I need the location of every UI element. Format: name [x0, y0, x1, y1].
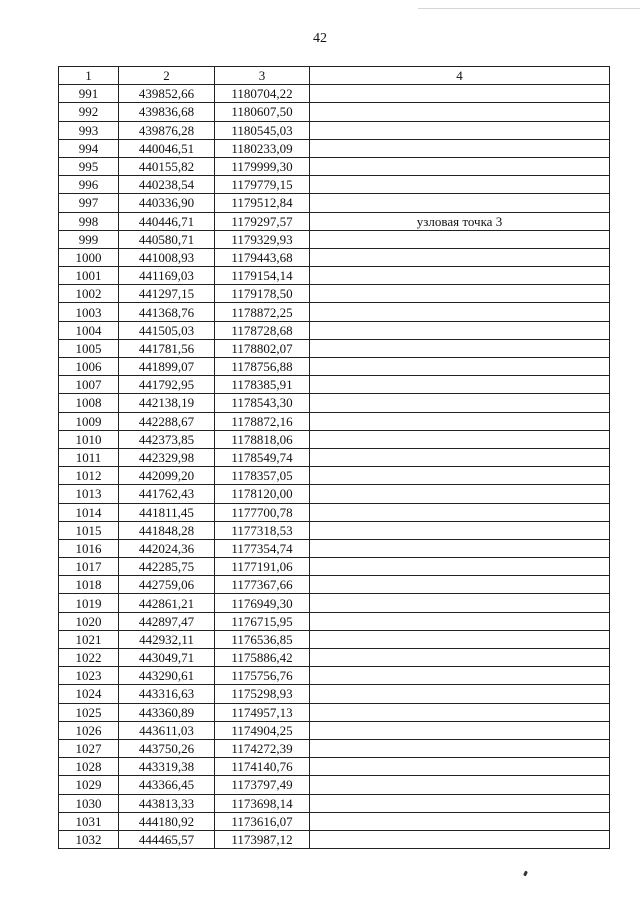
- table-row: [59, 830, 610, 848]
- table-row: [59, 503, 610, 521]
- table-row: [59, 467, 610, 485]
- point-number-cell: 992: [59, 103, 119, 121]
- note-cell: [310, 794, 610, 812]
- y-coordinate-cell: 1174140,76: [215, 758, 310, 776]
- note-cell: [310, 521, 610, 539]
- table-row: [59, 230, 610, 248]
- table-row: [59, 248, 610, 266]
- x-coordinate-cell: 443316,63: [119, 685, 215, 703]
- header-col-2: 2: [119, 67, 215, 85]
- y-coordinate-cell: 1179999,30: [215, 157, 310, 175]
- x-coordinate-cell: 444180,92: [119, 812, 215, 830]
- point-number-cell: 1018: [59, 576, 119, 594]
- x-coordinate-cell: 444465,57: [119, 830, 215, 848]
- y-coordinate-cell: 1180545,03: [215, 121, 310, 139]
- note-cell: [310, 558, 610, 576]
- table-row: [59, 285, 610, 303]
- y-coordinate-cell: 1179779,15: [215, 176, 310, 194]
- y-coordinate-cell: 1179329,93: [215, 230, 310, 248]
- note-cell: [310, 339, 610, 357]
- x-coordinate-cell: 441811,45: [119, 503, 215, 521]
- point-number-cell: 998: [59, 212, 119, 230]
- coordinates-table: [58, 66, 610, 849]
- y-coordinate-cell: 1178543,30: [215, 394, 310, 412]
- y-coordinate-cell: 1174957,13: [215, 703, 310, 721]
- note-cell: [310, 285, 610, 303]
- x-coordinate-cell: 442373,85: [119, 430, 215, 448]
- table-row: [59, 157, 610, 175]
- y-coordinate-cell: 1176949,30: [215, 594, 310, 612]
- y-coordinate-cell: 1179512,84: [215, 194, 310, 212]
- x-coordinate-cell: 441792,95: [119, 376, 215, 394]
- table-row: [59, 812, 610, 830]
- point-number-cell: 1012: [59, 467, 119, 485]
- table-row: [59, 176, 610, 194]
- x-coordinate-cell: 440580,71: [119, 230, 215, 248]
- x-coordinate-cell: 442329,98: [119, 448, 215, 466]
- note-cell: [310, 321, 610, 339]
- x-coordinate-cell: 443750,26: [119, 739, 215, 757]
- point-number-cell: 1009: [59, 412, 119, 430]
- note-cell: [310, 685, 610, 703]
- table-row: [59, 121, 610, 139]
- point-number-cell: 1008: [59, 394, 119, 412]
- header-col-3: 3: [215, 67, 310, 85]
- note-cell: [310, 703, 610, 721]
- point-number-cell: 1025: [59, 703, 119, 721]
- note-cell: [310, 830, 610, 848]
- x-coordinate-cell: 440238,54: [119, 176, 215, 194]
- note-cell: [310, 467, 610, 485]
- x-coordinate-cell: 443360,89: [119, 703, 215, 721]
- point-number-cell: 994: [59, 139, 119, 157]
- point-number-cell: 1006: [59, 358, 119, 376]
- x-coordinate-cell: 443319,38: [119, 758, 215, 776]
- point-number-cell: 1029: [59, 776, 119, 794]
- note-cell: [310, 448, 610, 466]
- y-coordinate-cell: 1177700,78: [215, 503, 310, 521]
- x-coordinate-cell: 441781,56: [119, 339, 215, 357]
- table-row: [59, 685, 610, 703]
- y-coordinate-cell: 1173797,49: [215, 776, 310, 794]
- point-number-cell: 993: [59, 121, 119, 139]
- note-cell: [310, 157, 610, 175]
- note-cell: [310, 139, 610, 157]
- point-number-cell: 999: [59, 230, 119, 248]
- x-coordinate-cell: 441848,28: [119, 521, 215, 539]
- point-number-cell: 1030: [59, 794, 119, 812]
- table-row: [59, 358, 610, 376]
- point-number-cell: 1013: [59, 485, 119, 503]
- point-number-cell: 1002: [59, 285, 119, 303]
- y-coordinate-cell: 1180233,09: [215, 139, 310, 157]
- point-number-cell: 1024: [59, 685, 119, 703]
- scan-speck: [523, 871, 528, 877]
- point-number-cell: 1020: [59, 612, 119, 630]
- y-coordinate-cell: 1180607,50: [215, 103, 310, 121]
- y-coordinate-cell: 1178802,07: [215, 339, 310, 357]
- table-row: [59, 394, 610, 412]
- y-coordinate-cell: 1178872,25: [215, 303, 310, 321]
- table-row: [59, 612, 610, 630]
- note-cell: [310, 594, 610, 612]
- table-row: [59, 194, 610, 212]
- note-cell: [310, 267, 610, 285]
- note-cell: [310, 85, 610, 103]
- x-coordinate-cell: 443049,71: [119, 649, 215, 667]
- header-col-1: 1: [59, 67, 119, 85]
- y-coordinate-cell: 1178549,74: [215, 448, 310, 466]
- note-cell: [310, 430, 610, 448]
- table-row: [59, 721, 610, 739]
- point-number-cell: 1007: [59, 376, 119, 394]
- point-number-cell: 1000: [59, 248, 119, 266]
- table-row: [59, 794, 610, 812]
- point-number-cell: 1021: [59, 630, 119, 648]
- note-cell: [310, 248, 610, 266]
- table-row: [59, 339, 610, 357]
- note-cell: [310, 649, 610, 667]
- note-cell: [310, 376, 610, 394]
- note-cell: [310, 194, 610, 212]
- point-number-cell: 991: [59, 85, 119, 103]
- point-number-cell: 1022: [59, 649, 119, 667]
- note-cell: [310, 667, 610, 685]
- note-cell: [310, 721, 610, 739]
- point-number-cell: 1026: [59, 721, 119, 739]
- x-coordinate-cell: 442288,67: [119, 412, 215, 430]
- table-row: [59, 485, 610, 503]
- table-row: [59, 521, 610, 539]
- table-row: [59, 539, 610, 557]
- note-cell: [310, 412, 610, 430]
- note-cell: [310, 758, 610, 776]
- x-coordinate-cell: 442759,06: [119, 576, 215, 594]
- y-coordinate-cell: 1174904,25: [215, 721, 310, 739]
- y-coordinate-cell: 1179297,57: [215, 212, 310, 230]
- y-coordinate-cell: 1176536,85: [215, 630, 310, 648]
- y-coordinate-cell: 1173987,12: [215, 830, 310, 848]
- table-row: [59, 703, 610, 721]
- table-row: [59, 576, 610, 594]
- note-cell: [310, 630, 610, 648]
- note-cell: [310, 303, 610, 321]
- point-number-cell: 1031: [59, 812, 119, 830]
- y-coordinate-cell: 1178818,06: [215, 430, 310, 448]
- table-row: [59, 630, 610, 648]
- y-coordinate-cell: 1178872,16: [215, 412, 310, 430]
- note-cell: [310, 612, 610, 630]
- x-coordinate-cell: 441169,03: [119, 267, 215, 285]
- y-coordinate-cell: 1180704,22: [215, 85, 310, 103]
- table-row: [59, 448, 610, 466]
- note-cell: узловая точка 3: [310, 212, 610, 230]
- y-coordinate-cell: 1177318,53: [215, 521, 310, 539]
- note-cell: [310, 485, 610, 503]
- table-row: [59, 412, 610, 430]
- y-coordinate-cell: 1177354,74: [215, 539, 310, 557]
- x-coordinate-cell: 441008,93: [119, 248, 215, 266]
- table-row: [59, 739, 610, 757]
- table-row: [59, 758, 610, 776]
- y-coordinate-cell: 1175886,42: [215, 649, 310, 667]
- x-coordinate-cell: 440446,71: [119, 212, 215, 230]
- y-coordinate-cell: 1179178,50: [215, 285, 310, 303]
- note-cell: [310, 230, 610, 248]
- x-coordinate-cell: 439836,68: [119, 103, 215, 121]
- note-cell: [310, 121, 610, 139]
- y-coordinate-cell: 1177191,06: [215, 558, 310, 576]
- table-row: [59, 212, 610, 230]
- x-coordinate-cell: 439852,66: [119, 85, 215, 103]
- point-number-cell: 1027: [59, 739, 119, 757]
- scan-edge-line: [418, 8, 640, 9]
- x-coordinate-cell: 442099,20: [119, 467, 215, 485]
- table-row: [59, 85, 610, 103]
- y-coordinate-cell: 1178357,05: [215, 467, 310, 485]
- y-coordinate-cell: 1179443,68: [215, 248, 310, 266]
- point-number-cell: 1004: [59, 321, 119, 339]
- x-coordinate-cell: 441505,03: [119, 321, 215, 339]
- note-cell: [310, 739, 610, 757]
- y-coordinate-cell: 1178756,88: [215, 358, 310, 376]
- table-row: [59, 558, 610, 576]
- y-coordinate-cell: 1173698,14: [215, 794, 310, 812]
- x-coordinate-cell: 441368,76: [119, 303, 215, 321]
- note-cell: [310, 358, 610, 376]
- x-coordinate-cell: 442138,19: [119, 394, 215, 412]
- x-coordinate-cell: 439876,28: [119, 121, 215, 139]
- point-number-cell: 1019: [59, 594, 119, 612]
- y-coordinate-cell: 1177367,66: [215, 576, 310, 594]
- point-number-cell: 1028: [59, 758, 119, 776]
- x-coordinate-cell: 440155,82: [119, 157, 215, 175]
- table-row: [59, 376, 610, 394]
- y-coordinate-cell: 1176715,95: [215, 612, 310, 630]
- point-number-cell: 996: [59, 176, 119, 194]
- table-body: [59, 85, 610, 849]
- table-row: [59, 430, 610, 448]
- x-coordinate-cell: 440046,51: [119, 139, 215, 157]
- point-number-cell: 997: [59, 194, 119, 212]
- point-number-cell: 1017: [59, 558, 119, 576]
- table-row: [59, 139, 610, 157]
- point-number-cell: 1023: [59, 667, 119, 685]
- table-row: [59, 321, 610, 339]
- x-coordinate-cell: 441762,43: [119, 485, 215, 503]
- table-row: [59, 776, 610, 794]
- x-coordinate-cell: 443813,33: [119, 794, 215, 812]
- point-number-cell: 1010: [59, 430, 119, 448]
- note-cell: [310, 812, 610, 830]
- point-number-cell: 1016: [59, 539, 119, 557]
- x-coordinate-cell: 441297,15: [119, 285, 215, 303]
- header-col-4: 4: [310, 67, 610, 85]
- x-coordinate-cell: 443611,03: [119, 721, 215, 739]
- x-coordinate-cell: 440336,90: [119, 194, 215, 212]
- y-coordinate-cell: 1178728,68: [215, 321, 310, 339]
- note-cell: [310, 103, 610, 121]
- x-coordinate-cell: 442024,36: [119, 539, 215, 557]
- table-row: [59, 267, 610, 285]
- table-row: [59, 303, 610, 321]
- y-coordinate-cell: 1175756,76: [215, 667, 310, 685]
- note-cell: [310, 539, 610, 557]
- note-cell: [310, 176, 610, 194]
- point-number-cell: 1005: [59, 339, 119, 357]
- point-number-cell: 1015: [59, 521, 119, 539]
- y-coordinate-cell: 1179154,14: [215, 267, 310, 285]
- y-coordinate-cell: 1178385,91: [215, 376, 310, 394]
- page-number: 42: [313, 31, 327, 46]
- point-number-cell: 1032: [59, 830, 119, 848]
- table-row: [59, 103, 610, 121]
- point-number-cell: 1011: [59, 448, 119, 466]
- y-coordinate-cell: 1175298,93: [215, 685, 310, 703]
- table-row: [59, 667, 610, 685]
- table-row: [59, 594, 610, 612]
- point-number-cell: 1014: [59, 503, 119, 521]
- x-coordinate-cell: 442861,21: [119, 594, 215, 612]
- point-number-cell: 1003: [59, 303, 119, 321]
- y-coordinate-cell: 1174272,39: [215, 739, 310, 757]
- table-header-row: [59, 67, 610, 85]
- note-cell: [310, 576, 610, 594]
- note-cell: [310, 503, 610, 521]
- x-coordinate-cell: 442285,75: [119, 558, 215, 576]
- table-row: [59, 649, 610, 667]
- x-coordinate-cell: 443366,45: [119, 776, 215, 794]
- note-cell: [310, 776, 610, 794]
- note-cell: [310, 394, 610, 412]
- point-number-cell: 995: [59, 157, 119, 175]
- y-coordinate-cell: 1173616,07: [215, 812, 310, 830]
- y-coordinate-cell: 1178120,00: [215, 485, 310, 503]
- x-coordinate-cell: 442932,11: [119, 630, 215, 648]
- x-coordinate-cell: 442897,47: [119, 612, 215, 630]
- x-coordinate-cell: 441899,07: [119, 358, 215, 376]
- point-number-cell: 1001: [59, 267, 119, 285]
- x-coordinate-cell: 443290,61: [119, 667, 215, 685]
